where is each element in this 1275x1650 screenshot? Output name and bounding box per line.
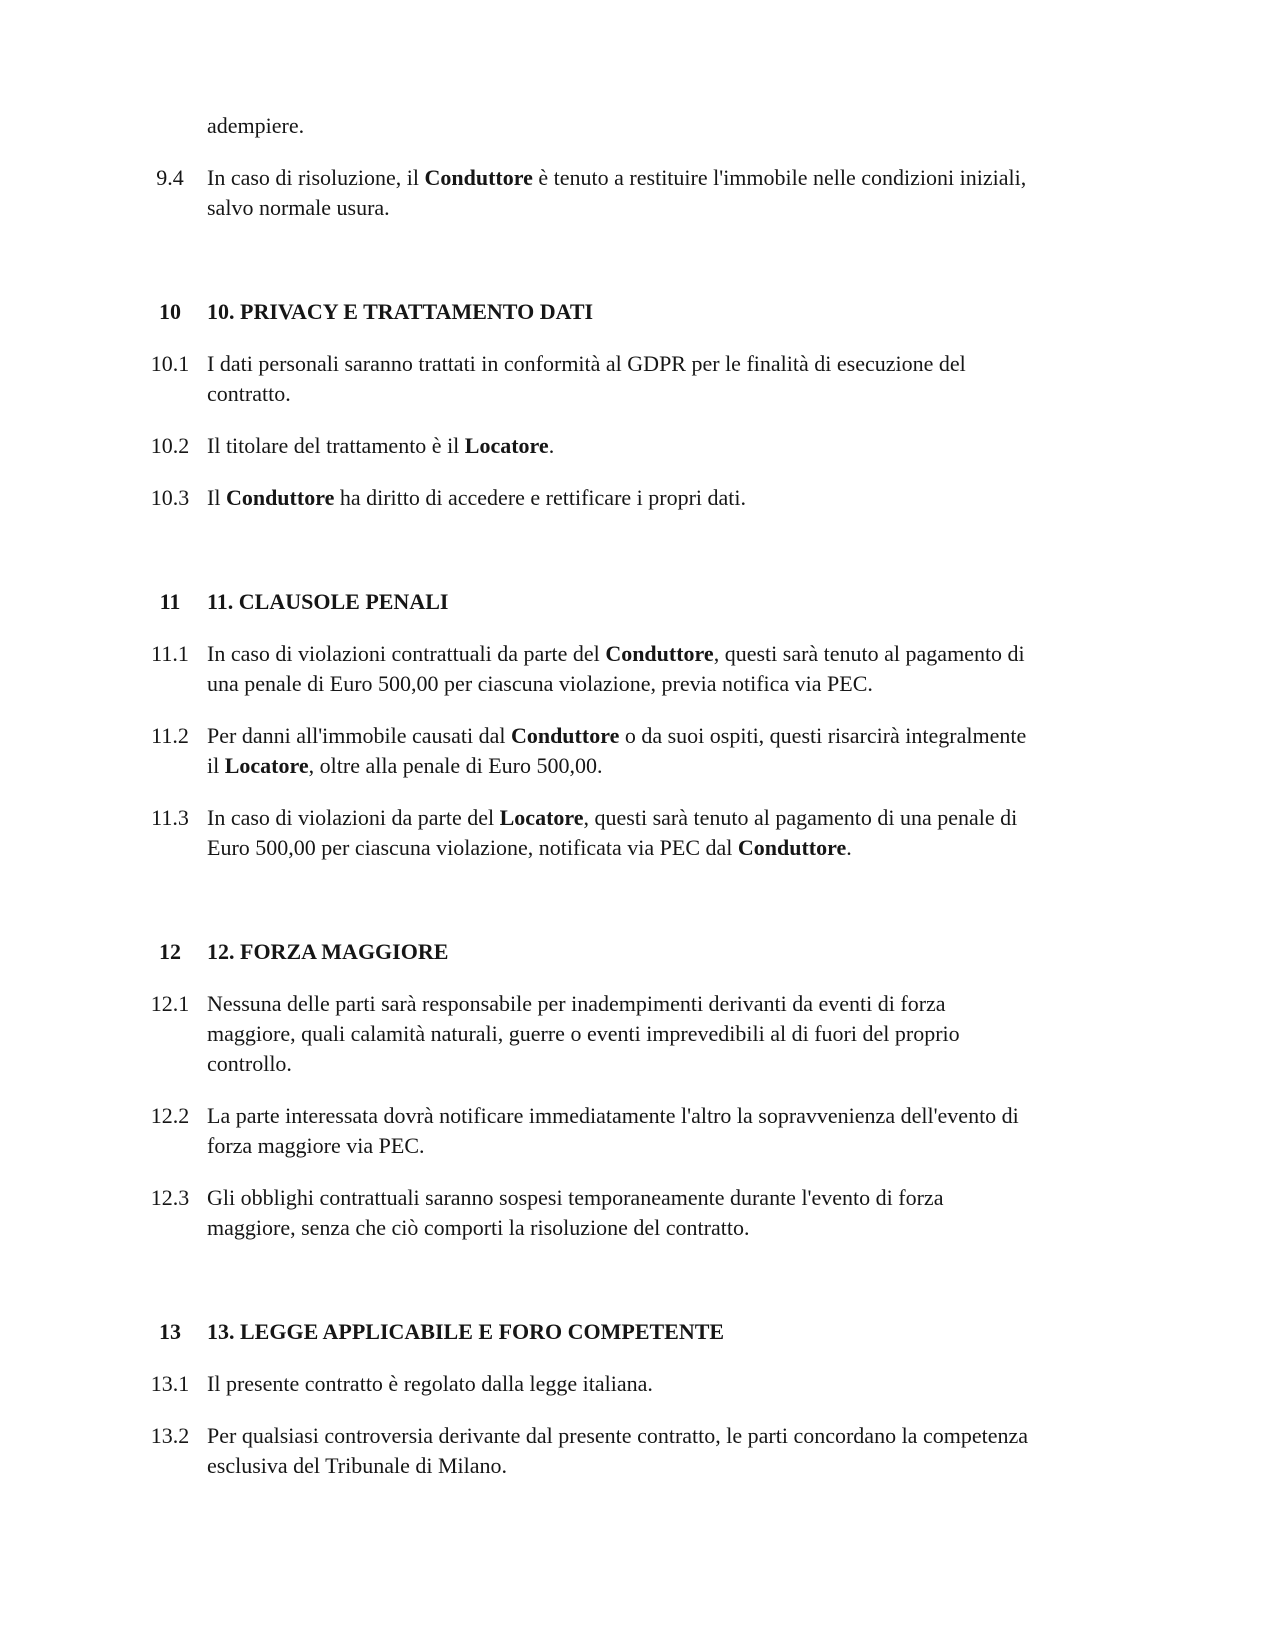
- clause-number: 11.2: [151, 723, 189, 748]
- text-line: [207, 297, 1235, 327]
- text-segment: Euro 500,00 per ciascuna violazione, notificata via PEC dal: [207, 835, 738, 860]
- text-line: [207, 1101, 1235, 1131]
- text-line: [207, 721, 1235, 751]
- section-number: 10: [159, 299, 181, 324]
- clause-text: [207, 1369, 1235, 1399]
- text-segment: , questi sarà tenuto al pagamento di: [713, 641, 1025, 666]
- text-segment: Il presente contratto è regolato dalla legge italiana.: [207, 1371, 653, 1396]
- text-line: [207, 1019, 1235, 1049]
- defined-term: Conduttore: [737, 835, 847, 860]
- text-line: [207, 1451, 1235, 1481]
- section-title: [207, 587, 1235, 617]
- text-segment: Gli obblighi contrattuali saranno sospesi temporaneamente durante l'evento di forza: [207, 1185, 944, 1210]
- clause: [133, 163, 1235, 223]
- defined-term: Conduttore: [225, 485, 335, 510]
- clause-text: [207, 803, 1235, 863]
- text-line: [207, 669, 1235, 699]
- text-line: [207, 803, 1235, 833]
- section-heading: [133, 1317, 1235, 1347]
- text-segment: Il titolare del trattamento è il: [207, 433, 465, 458]
- section-title: [207, 297, 1235, 327]
- clause-number: 10.3: [150, 485, 190, 510]
- text-line: [207, 833, 1235, 863]
- clause: [133, 639, 1235, 699]
- clause: [133, 1369, 1235, 1399]
- clause-number: 13.1: [150, 1371, 190, 1396]
- clause-text: [207, 989, 1235, 1079]
- clause-text: [207, 721, 1235, 781]
- text-line: [207, 483, 1235, 513]
- defined-term: 13. LEGGE APPLICABILE E FORO COMPETENTE: [207, 1319, 725, 1344]
- section-number: 11: [159, 589, 181, 614]
- clause: [133, 431, 1235, 461]
- text-segment: I dati personali saranno trattati in conformità al GDPR per le finalità di esecuzione del: [207, 351, 966, 376]
- clause-number: 12.2: [150, 1103, 190, 1128]
- clause-number: 9.4: [156, 165, 184, 190]
- text-line: [207, 989, 1235, 1019]
- text-segment: salvo normale usura.: [207, 195, 390, 220]
- clause-text: [207, 111, 1235, 141]
- text-line: [207, 937, 1235, 967]
- clause: [133, 1183, 1235, 1243]
- text-segment: esclusiva del Tribunale di Milano.: [207, 1453, 508, 1478]
- clause: [133, 483, 1235, 513]
- clause-number: 11.3: [151, 805, 189, 830]
- defined-term: 11. CLAUSOLE PENALI: [207, 589, 449, 614]
- clause-number: 12.1: [150, 991, 190, 1016]
- clause-text: [207, 163, 1235, 223]
- clause: [133, 721, 1235, 781]
- text-segment: La parte interessata dovrà notificare immediatamente l'altro la sopravvenienza dell'evento di: [207, 1103, 1019, 1128]
- clause-text: [207, 483, 1235, 513]
- clause: [133, 989, 1235, 1079]
- text-line: [207, 1421, 1235, 1451]
- text-segment: contratto.: [207, 381, 291, 406]
- clause-number: 13.2: [150, 1423, 190, 1448]
- paragraph-continuation: [133, 111, 1235, 141]
- text-segment: forza maggiore via PEC.: [207, 1133, 425, 1158]
- text-segment: , oltre alla penale di Euro 500,00.: [308, 753, 603, 778]
- clause: [133, 1101, 1235, 1161]
- defined-term: Conduttore: [424, 165, 533, 190]
- text-segment: una penale di Euro 500,00 per ciascuna violazione, previa notifica via PEC.: [207, 671, 873, 696]
- text-line: [207, 193, 1235, 223]
- text-segment: , questi sarà tenuto al pagamento di una penale di: [583, 805, 1018, 830]
- defined-term: 10. PRIVACY E TRATTAMENTO DATI: [207, 299, 594, 324]
- text-segment: è tenuto a restituire l'immobile nelle condizioni iniziali,: [532, 165, 1027, 190]
- text-line: [207, 639, 1235, 669]
- text-segment: ha diritto di accedere e rettificare i propri dati.: [334, 485, 747, 510]
- text-segment: maggiore, quali calamità naturali, guerre o eventi imprevedibili al di fuori del proprio: [207, 1021, 960, 1046]
- clause-text: [207, 431, 1235, 461]
- clause: [133, 1421, 1235, 1481]
- section-heading: [133, 587, 1235, 617]
- text-segment: In caso di risoluzione, il: [207, 165, 425, 190]
- defined-term: Conduttore: [510, 723, 620, 748]
- clause: [133, 803, 1235, 863]
- defined-term: 12. FORZA MAGGIORE: [207, 939, 449, 964]
- defined-term: Locatore: [499, 805, 584, 830]
- clause-text: [207, 639, 1235, 699]
- clause-number: 10.1: [150, 351, 190, 376]
- text-line: [207, 379, 1235, 409]
- text-segment: o da suoi ospiti, questi risarcirà integralmente: [619, 723, 1027, 748]
- text-line: [207, 349, 1235, 379]
- clause-text: [207, 1101, 1235, 1161]
- text-segment: Per qualsiasi controversia derivante dal presente contratto, le parti concordano la competenza: [207, 1423, 1028, 1448]
- text-segment: controllo.: [207, 1051, 292, 1076]
- clause-number: 11.1: [151, 641, 189, 666]
- text-segment: maggiore, senza che ciò comporti la risoluzione del contratto.: [207, 1215, 750, 1240]
- text-segment: Nessuna delle parti sarà responsabile per inadempimenti derivanti da eventi di forza: [207, 991, 946, 1016]
- clause-text: [207, 1183, 1235, 1243]
- section-number: 12: [159, 939, 181, 964]
- clause-number: 12.3: [150, 1185, 190, 1210]
- defined-term: Conduttore: [605, 641, 714, 666]
- clause-text: [207, 349, 1235, 409]
- text-line: [207, 163, 1235, 193]
- defined-term: Locatore: [224, 753, 309, 778]
- section-title: [207, 937, 1235, 967]
- text-segment: Il: [207, 485, 226, 510]
- clause-number: 10.2: [150, 433, 190, 458]
- text-segment: In caso di violazioni contrattuali da parte del: [207, 641, 606, 666]
- clause-text: [207, 1421, 1235, 1481]
- text-line: [207, 1049, 1235, 1079]
- text-segment: adempiere.: [207, 113, 305, 138]
- text-line: [207, 1369, 1235, 1399]
- text-line: [207, 1317, 1235, 1347]
- text-line: [207, 431, 1235, 461]
- text-segment: .: [846, 835, 852, 860]
- text-segment: il: [207, 753, 225, 778]
- text-segment: .: [548, 433, 555, 458]
- defined-term: Locatore: [464, 433, 549, 458]
- text-segment: In caso di violazioni da parte del: [207, 805, 500, 830]
- clause: [133, 349, 1235, 409]
- section-heading: [133, 937, 1235, 967]
- text-segment: Per danni all'immobile causati dal: [207, 723, 511, 748]
- section-heading: [133, 297, 1235, 327]
- text-line: [207, 1183, 1235, 1213]
- text-line: [207, 587, 1235, 617]
- text-line: [207, 111, 1235, 141]
- text-line: [207, 1131, 1235, 1161]
- text-line: [207, 1213, 1235, 1243]
- section-number: 13: [159, 1319, 181, 1344]
- text-line: [207, 751, 1235, 781]
- section-title: [207, 1317, 1235, 1347]
